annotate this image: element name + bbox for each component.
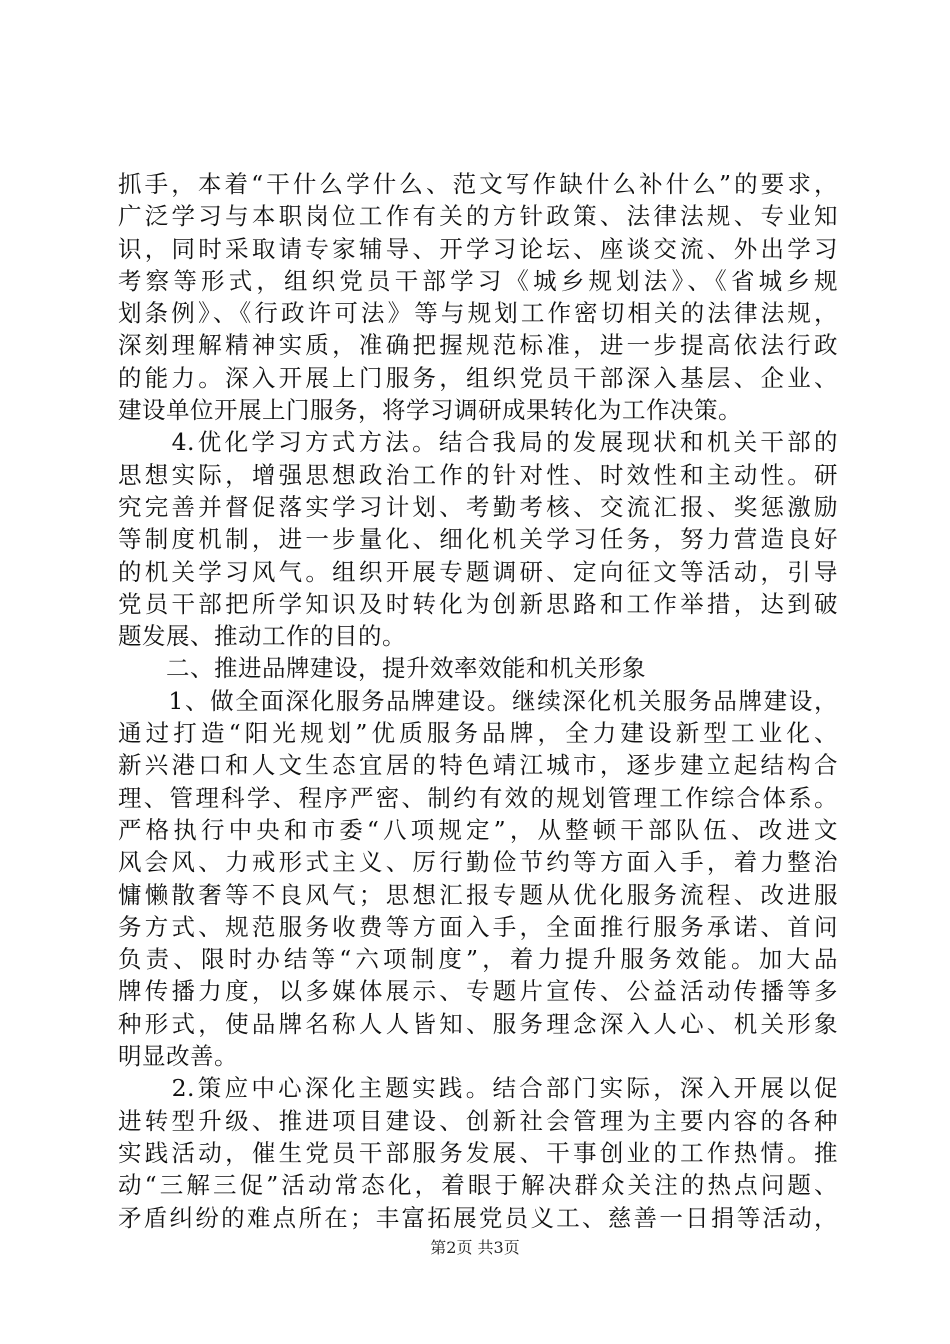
text-line: 矛盾纠纷的难点所在；丰富拓展党员义工、慈善一日捐等活动，	[118, 1203, 838, 1232]
text-line: 负责、限时办结等“六项制度”，着力提升服务效能。加大品	[118, 945, 838, 974]
text-line: 慵懒散奢等不良风气；思想汇报专题从优化服务流程、改进服	[118, 880, 838, 909]
text-line: 等制度机制，进一步量化、细化机关学习任务，努力营造良好	[118, 525, 838, 554]
text-line: 务方式、规范服务收费等方面入手，全面推行服务承诺、首问	[118, 912, 838, 941]
text-line: 题发展、推动工作的目的。	[118, 622, 406, 651]
text-line: 抓手，本着“干什么学什么、范文写作缺什么补什么”的要求，	[118, 170, 838, 198]
text-line: 风会风、力戒形式主义、厉行勤俭节约等方面入手，着力整治	[118, 848, 838, 877]
text-line: 的机关学习风气。组织开展专题调研、定向征文等活动，引导	[118, 557, 838, 586]
text-line: 二、推进品牌建设，提升效率效能和机关形象	[118, 654, 646, 683]
text-line: 明显改善。	[118, 1042, 238, 1071]
text-line: 划条例》、《行政许可法》等与规划工作密切相关的法律法规，	[118, 299, 838, 328]
text-line: 广泛学习与本职岗位工作有关的方针政策、法律法规、专业知	[118, 202, 838, 231]
text-line: 新兴港口和人文生态宜居的特色靖江城市，逐步建立起结构合	[118, 751, 838, 780]
text-line: 建设单位开展上门服务，将学习调研成果转化为工作决策。	[118, 396, 742, 425]
text-line: 识，同时采取请专家辅导、开学习论坛、座谈交流、外出学习	[118, 234, 838, 263]
text-line: 牌传播力度，以多媒体展示、专题片宣传、公益活动传播等多	[118, 977, 838, 1006]
text-line: 实践活动，催生党员干部服务发展、干事创业的工作热情。推	[118, 1138, 838, 1167]
text-line: 进转型升级、推进项目建设、创新社会管理为主要内容的各种	[118, 1106, 838, 1135]
text-line: 种形式，使品牌名称人人皆知、服务理念深入人心、机关形象	[118, 1009, 838, 1038]
page-footer: 第2页 共3页	[430, 1238, 520, 1257]
text-line: 严格执行中央和市委“八项规定”，从整顿干部队伍、改进文	[118, 815, 838, 844]
text-line: 考察等形式，组织党员干部学习《城乡规划法》、《省城乡规	[118, 266, 838, 295]
text-line: 通过打造“阳光规划”优质服务品牌，全力建设新型工业化、	[118, 719, 838, 748]
text-line: 的能力。深入开展上门服务，组织党员干部深入基层、企业、	[118, 363, 838, 392]
text-line: 党员干部把所学知识及时转化为创新思路和工作举措，达到破	[118, 589, 838, 618]
document-body	[118, 168, 838, 1234]
text-line: 深刻理解精神实质，准确把握规范标准，进一步提高依法行政	[118, 331, 838, 360]
text-line: 2.策应中心深化主题实践。结合部门实际，深入开展以促	[118, 1074, 838, 1103]
text-line: 理、管理科学、程序严密、制约有效的规划管理工作综合体系。	[118, 783, 838, 812]
text-line: 4.优化学习方式方法。结合我局的发展现状和机关干部的	[118, 428, 838, 457]
text-line: 思想实际，增强思想政治工作的针对性、时效性和主动性。研	[118, 460, 838, 489]
text-line: 动“三解三促”活动常态化，着眼于解决群众关注的热点问题、	[118, 1171, 838, 1200]
text-line: 1、做全面深化服务品牌建设。继续深化机关服务品牌建设，	[118, 686, 838, 715]
text-line: 究完善并督促落实学习计划、考勤考核、交流汇报、奖惩激励	[118, 492, 838, 521]
